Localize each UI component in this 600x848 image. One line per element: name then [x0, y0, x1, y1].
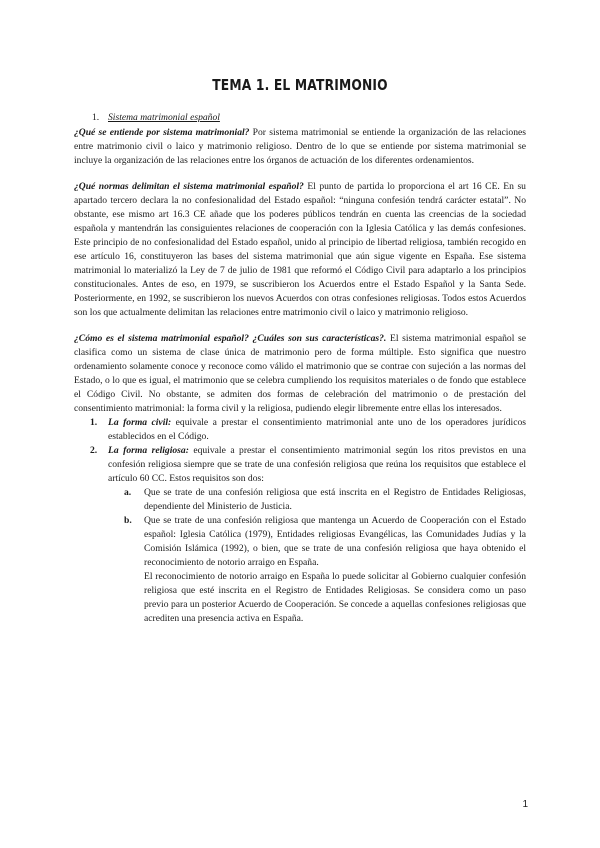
answer-text: El sistema matrimonial español se clasifica como un sistema de clase única de matrimonio pero de forma múltiple. Esto significa que nuestro ordenamiento solamente conoce y reconoce como válido el matrimonio que se contrae con sujeción a las normas del Estado, o lo que es igual, el matrimonio que se celebra cumpliendo los requisitos materiales o de fondo que establece el Código Civil. No obstante, se admiten dos formas de celebración del matrimonio o de prestación del consentimiento matrimonial: la forma civil y la religiosa, pudiendo elegir libremente entre ellas los interesados. — [74, 333, 527, 414]
requirement-text: Que se trate de una confesión religiosa que está inscrita en el Registro de Entidades Religiosas, dependiente del Ministerio de Justicia. — [144, 487, 526, 512]
list-text: equivale a prestar el consentimiento matrimonial según los ritos previstos en una confesión religiosa siempre que se trate de una confesión religiosa que reúna los requisitos que establece el artículo 60 CC. Estos requisitos son dos: — [108, 445, 526, 484]
list-item-civil-form — [74, 416, 526, 444]
paragraph-characteristics — [74, 332, 526, 416]
list-marker: b. — [124, 515, 132, 526]
question: ¿Cómo es el sistema matrimonial español? ¿Cuáles son sus características?. — [74, 333, 387, 344]
page-title: TEMA 1. EL MATRIMONIO — [212, 76, 388, 94]
section-title: Sistema matrimonial español — [108, 112, 220, 123]
list-text: equivale a prestar el consentimiento matrimonial ante uno de los operadores jurídicos establecidos en el Código. — [108, 417, 526, 442]
notorio-arraigo-note: El reconocimiento de notorio arraigo en España lo puede solicitar al Gobierno cualquier confesión religiosa que esté inscrita en el Registro de Entidades Religiosas. Se considera como un paso previo para un posterior Acuerdo de Cooperación. Se concede a aquellas confesiones religiosas que acrediten una presencia activa en España. — [144, 571, 526, 624]
list-marker: a. — [124, 487, 132, 498]
document-body — [74, 111, 526, 626]
list-marker: 2. — [90, 445, 98, 456]
requirement-item — [108, 486, 526, 514]
forms-list — [74, 416, 526, 570]
page-number: 1 — [522, 799, 528, 810]
requirement-item — [108, 514, 526, 570]
paragraph-definition — [74, 126, 526, 168]
list-item-religious-form — [74, 444, 526, 570]
requirements-list — [108, 486, 526, 570]
requirement-text: Que se trate de una confesión religiosa que mantenga un Acuerdo de Cooperación con el Estado español: Iglesia Católica (1979), Entidades religiosas Evangélicas, las Comunidades Judías y la Comisión Islámica (1992), o bien, que se trate de una confesión religiosa que haya obtenido el reconocimiento de notorio arraigo en España. — [144, 515, 526, 568]
list-lead: La forma civil: — [108, 417, 172, 428]
list-lead: La forma religiosa: — [108, 445, 189, 456]
section-heading — [74, 111, 526, 125]
question: ¿Qué normas delimitan el sistema matrimonial español? — [74, 181, 304, 192]
answer-text: El punto de partida lo proporciona el art 16 CE. En su apartado tercero declara la no confesionalidad del Estado español: “ninguna confesión tendrá carácter estatal”. No obstante, ese mismo art 16.3 CE añade que los poderes públicos tendrán en cuenta las creencias de la sociedad española y mantendrán las consiguientes relaciones de cooperación con la Iglesia Católica y las demás confesiones. Este principio de no confesionalidad del Estado español, unido al principio de libertad religiosa, también recogido en ese artículo 16, constituyeron las bases del sistema matrimonial que aún sigue vigente en España. Ese sistema matrimonial lo materializó la Ley de 7 de julio de 1981 que reformó el Código Civil para adaptarlo a los principios constitucionales. Antes de eso, en 1979, se suscribieron los Acuerdos entre el Estado Español y la Santa Sede. Posteriormente, en 1992, se suscribieron los nuevos Acuerdos con otras confesiones religiosas. Todos estos Acuerdos son los que actualmente delimitan las relaciones entre matrimonio civil o laico y matrimonio religioso. — [74, 181, 526, 318]
list-marker: 1. — [90, 417, 98, 428]
paragraph-norms — [74, 180, 526, 320]
question: ¿Qué se entiende por sistema matrimonial? — [74, 127, 250, 138]
section-number: 1. — [92, 112, 100, 123]
answer-text: Por sistema matrimonial se entiende la organización de las relaciones entre matrimonio civil o laico y matrimonio religioso. Dentro de lo que se entiende por sistema matrimonial se incluye la organización de las relaciones entre los órganos de actuación de los diferentes ordenamientos. — [74, 127, 526, 166]
